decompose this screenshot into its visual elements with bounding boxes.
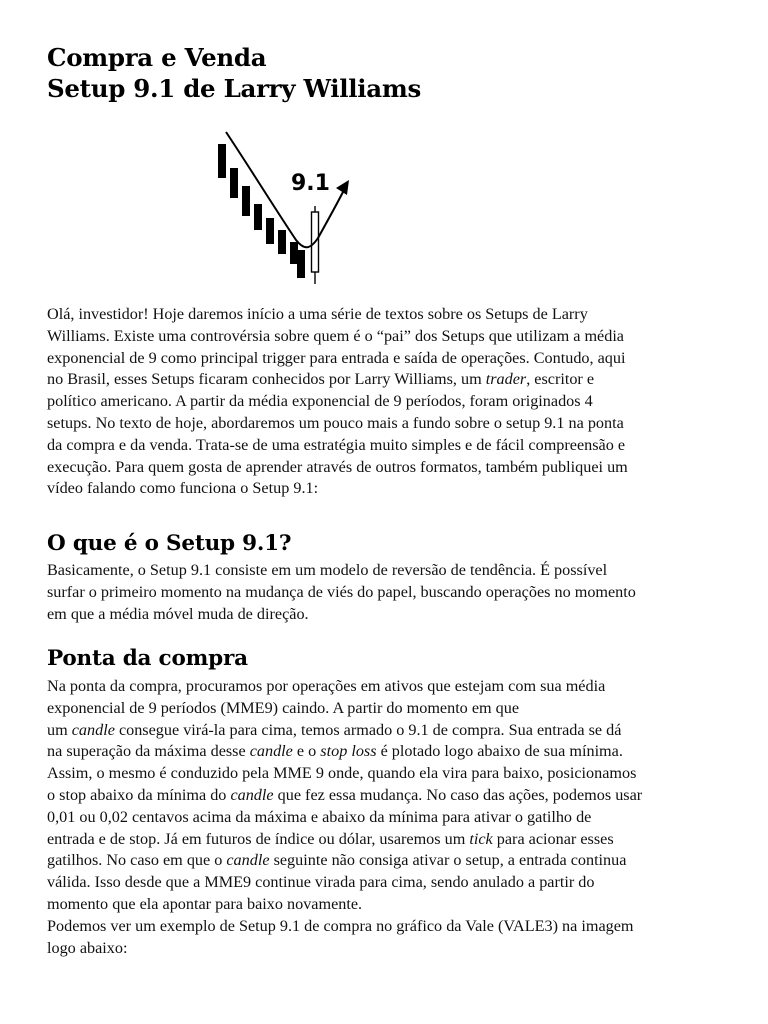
italic-term: candle xyxy=(249,742,293,761)
text-line xyxy=(47,850,727,872)
section-heading-setup: O que é o Setup 9.1? xyxy=(47,531,292,556)
intro-paragraph xyxy=(47,304,727,500)
text-line xyxy=(47,698,727,720)
text-line xyxy=(47,413,727,435)
candle-8 xyxy=(297,250,305,278)
text-segment: vídeo falando como funciona o Setup 9.1: xyxy=(47,479,319,498)
text-line xyxy=(47,741,727,763)
document-title xyxy=(47,42,421,104)
text-segment: exponencial de 9 como principal trigger para entrada e saída de operações. Contudo, aqui xyxy=(47,348,626,367)
text-line xyxy=(47,829,727,851)
text-segment: surfar o primeiro momento na mudança de viés do papel, buscando operações no momento xyxy=(47,582,636,601)
setup-label: 9.1 xyxy=(291,171,330,196)
text-line xyxy=(47,457,727,479)
candle-3 xyxy=(242,186,250,216)
text-segment: , escritor e xyxy=(526,370,595,389)
italic-term: tick xyxy=(469,829,493,848)
candle-4 xyxy=(254,204,262,230)
text-line xyxy=(47,326,727,348)
text-segment: Basicamente, o Setup 9.1 consiste em um modelo de reversão de tendência. É possível xyxy=(47,561,608,579)
text-line xyxy=(47,720,727,742)
candle-1 xyxy=(218,144,226,178)
text-line xyxy=(47,304,727,326)
text-segment: que fez essa mudança. No caso das ações, podemos usar xyxy=(273,785,643,804)
setup-definition-paragraph xyxy=(47,560,727,625)
text-segment: e o xyxy=(292,742,321,761)
text-segment: na superação da máxima desse xyxy=(47,742,250,761)
italic-term: trader xyxy=(485,370,527,389)
candle-6 xyxy=(278,230,286,254)
text-segment: Podemos ver um exemplo de Setup 9.1 de compra no gráfico da Vale (VALE3) na imagem xyxy=(47,916,634,935)
italic-term: candle xyxy=(71,720,115,739)
text-segment: entrada e de stop. Já em futuros de índice ou dólar, usaremos um xyxy=(47,829,470,848)
italic-term: candle xyxy=(230,785,274,804)
text-line xyxy=(47,582,727,604)
text-line xyxy=(47,435,727,457)
section-heading-buy: Ponta da compra xyxy=(47,646,248,671)
text-segment: no Brasil, esses Setups ficaram conhecidos por Larry Williams, um xyxy=(47,370,486,389)
text-line xyxy=(47,369,727,391)
text-segment: da compra e da venda. Trata-se de uma estratégia muito simples e de fácil compreensão e xyxy=(47,435,626,454)
text-line xyxy=(47,560,727,582)
text-line xyxy=(47,916,727,938)
candle-2 xyxy=(230,168,238,198)
text-segment: válida. Isso desde que a MME9 continue virada para cima, sendo anulado a partir do xyxy=(47,873,595,892)
text-segment: Na ponta da compra, procuramos por operações em ativos que estejam com sua média xyxy=(47,677,606,695)
text-segment: 0,01 ou 0,02 centavos acima da máxima e abaixo da mínima para ativar o gatilho de xyxy=(47,807,592,826)
setup-9-1-illustration xyxy=(210,128,360,288)
text-line xyxy=(47,894,727,916)
text-segment: gatilhos. No caso em que o xyxy=(47,851,227,870)
candle-5 xyxy=(266,218,274,244)
text-segment: para acionar esses xyxy=(492,829,614,848)
text-segment: Assim, o mesmo é conduzido pela MME 9 onde, quando ela vira para baixo, posicionamos xyxy=(47,764,637,783)
text-segment: Williams. Existe uma controvérsia sobre quem é o “pai” dos Setups que utilizam a média xyxy=(47,326,624,345)
text-line xyxy=(47,785,727,807)
title-line-1: Compra e Venda xyxy=(47,43,267,72)
text-line xyxy=(47,763,727,785)
italic-term: stop loss xyxy=(320,742,377,761)
text-segment: o stop abaixo da mínima do xyxy=(47,785,231,804)
title-line-2: Setup 9.1 de Larry Williams xyxy=(47,74,421,103)
text-segment: momento que ela apontar para baixo novamente. xyxy=(47,894,363,913)
text-segment: político americano. A partir da média exponencial de 9 períodos, foram originados 4 xyxy=(47,392,593,411)
text-line xyxy=(47,676,727,698)
text-segment: consegue virá-la para cima, temos armado o 9.1 de compra. Sua entrada se dá xyxy=(114,720,622,739)
text-line xyxy=(47,872,727,894)
text-segment: em que a média móvel muda de direção. xyxy=(47,604,309,623)
text-line xyxy=(47,807,727,829)
text-segment: exponencial de 9 períodos (MME9) caindo. A partir do momento em que xyxy=(47,698,520,717)
text-segment: é plotado logo abaixo de sua mínima. xyxy=(376,742,623,761)
buy-side-paragraph xyxy=(47,676,727,959)
text-line xyxy=(47,348,727,370)
text-line xyxy=(47,938,727,960)
text-line xyxy=(47,478,727,500)
text-segment: execução. Para quem gosta de aprender através de outros formatos, também publiquei um xyxy=(47,457,628,476)
text-segment: um xyxy=(47,720,72,739)
candle-7 xyxy=(290,242,298,264)
text-segment: logo abaixo: xyxy=(47,938,128,957)
italic-term: candle xyxy=(226,851,270,870)
text-segment: setups. No texto de hoje, abordaremos um pouco mais a fundo sobre o setup 9.1 na ponta xyxy=(47,413,624,432)
text-line xyxy=(47,604,727,626)
text-segment: Olá, investidor! Hoje daremos início a uma série de textos sobre os Setups de Larry xyxy=(47,305,588,323)
text-segment: seguinte não consiga ativar o setup, a entrada continua xyxy=(269,851,627,870)
text-line xyxy=(47,391,727,413)
